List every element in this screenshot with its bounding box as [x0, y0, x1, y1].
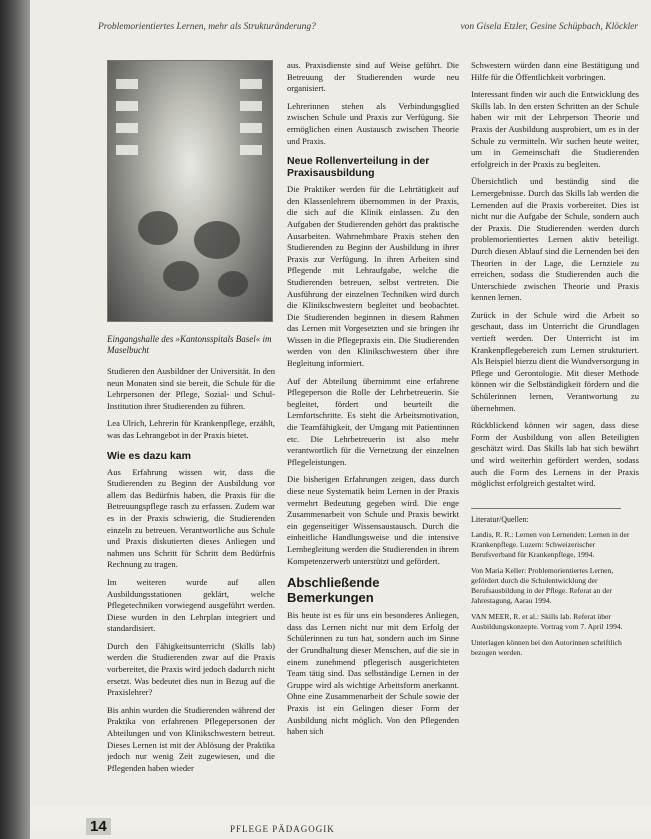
paragraph: Aus Erfahrung wissen wir, dass die Studierenden zu Beginn der Ausbildung vor allem das Bedürfnis haben, die Praxis für die Betreuungspflege rasch zu erfassen. Zudem war es in der Praxis schwierig, die Studierenden einzeln zu betreuen. Verantwortliche aus Schule und Praxis diskutierten dieses Anliegen und nahmen uns Schritt für Schritt dem Bedürfnis Rechnung zu tragen.: [107, 466, 275, 570]
book-spine-shadow: [0, 0, 30, 839]
paragraph: Lehrerinnen stehen als Verbindungsglied zwischen Schule und Praxis zur Verfügung. Sie ermöglichen einen Austausch zwischen Theorie und Praxis.: [287, 100, 459, 146]
column-1: [107, 60, 275, 805]
column-3: [471, 60, 639, 805]
paragraph: Auf der Abteilung übernimmt eine erfahrene Pflegeperson die Rolle der Lehrbetreuerin. Sie begleitet, fördert und beurteilt die Lernfortschritte. Es steht die Arbeitsmotivation, die Teamfähigkeit, der Umgang mit Patientinnen etc. Die Lehrbetreuerin ist also mehr verantwortlich für die Vernetzung der einzelnen Pflegeleistungen.: [287, 375, 459, 467]
paragraph: Interessant finden wir auch die Entwicklung des Skills lab. In den ersten Schritten an der Schule haben wir mit der Lehrperson Theorie und Praxis der Ausbildung ausprobiert, um es in der Schule zu vermitteln. Wir suchen heute weiter, um in Gemeinschaft die Studierenden erfolgreich in der Praxis zu begleiten.: [471, 89, 639, 169]
reference-item: Landis, R. R.: Lernen von Lernenden: Lernen in der Krankenpflege. Luzern: Schweizerischer Berufsverband für Krankenpflege, 1994.: [471, 529, 630, 559]
paragraph: Die bisherigen Erfahrungen zeigen, dass durch diese neue Systematik beim Lernen in der Praxis vermehrt Bedeutung gegeben wird. Die enge Zusammenarbeit von Schule und Praxis bewirkt ein gegenseitiger Wissensaustausch. Durch die einheitliche Handlungsweise und die intensive Lernbegleitung werden die Studierenden in ihrem Kompetenzerwerb unterstützt und gefördert.: [287, 474, 459, 566]
page-number: 14: [86, 818, 111, 835]
section-heading: Neue Rollenverteilung in der Praxisausbildung: [287, 155, 430, 180]
paragraph: aus. Praxisdienste sind auf Weise geführt. Die Betreuung der Studierenden wurde neu organisiert.: [287, 60, 459, 94]
paragraph: Bis heute ist es für uns ein besonderes Anliegen, dass das Lernen nicht nur mit dem Erfolg der Schülerinnen zu tun hat, sondern auch im Sinne der Grundhaltung dieser Menschen, auf die sie in einem zunehmend pflegerisch ausgerichteten Team tätig sind. Das selbständige Lernen in der Gruppe wird als wichtige Arbeitsform anerkannt. Ohne eine Zusammenarbeit der Schule sowie der Praxis ist ein Gelingen dieser Form der Ausbildung nicht möglich. Von den Pflegenden haben sich: [287, 610, 459, 737]
reference-item: Von Maria Keller: Problemorientiertes Lernen, gefördert durch die Schulentwicklung der Berufsausbildung in der Pflege. Referat an der Jahrestagung, Aarau 1994.: [471, 565, 614, 605]
paragraph: Die Praktiker werden für die Lehrtätigkeit auf den Klassenlehrern übernommen in der Praxis, die sich auf die Klinik einlassen. Zu den Aufgaben der Studierenden gehört das praktische Ausarbeiten. Wahrnehmbare Praxis stehen den Studierenden zu Beginn der Ausbildung in ihrer Praxis zur Verfügung. In ihren Arbeiten sind Pflegende mit Lehraufgabe, welche die Studierenden betreuen, selbst vertreten. Die Ausführung der einzelnen Techniken wird durch die Klinikschwestern begleitet und beobachtet. Die Studierenden beginnen in diesem Rahmen das Lernen mit Vorgesetzten und sie bringen ihr Wissen in die Pflegepraxis ein. Die Studierenden werden von den Klinikschwestern über ihre Begleitung informiert.: [287, 184, 459, 369]
paragraph: Übersichtlich und beständig sind die Lernergebnisse. Durch das Skills lab werden die Lernenden auf die Praxis vorbereitet. Dies ist nicht nur die Aufgabe der Schule, sondern auch der Praxis. Die Studierenden werden durch problemorientiertes Lernen aktiv beteiligt. Durch diesen Ablauf sind die Lernenden bei den Theorien in der Lage, die Lernziele zu erreichen, sodass die Studierenden auch die Unterschiede zwischen Theorie und Praxis kennen lernen.: [471, 176, 639, 303]
reference-item: VAN MEER, R. et al.: Skills lab. Referat über Ausbildungskonzepte. Vortrag vom 7. April 1994.: [471, 611, 623, 631]
photo-caption: Eingangshalle des »Kantonsspitals Basel« im Maselbucht: [107, 334, 272, 355]
footer-bar: [30, 806, 651, 828]
references-divider: [471, 508, 621, 509]
section-heading: Wie es dazu kam: [107, 449, 191, 462]
references-heading: Literatur/Quellen:: [471, 514, 529, 524]
header-authors: von Gisela Etzler, Gesine Schüpbach, Klöckler: [460, 22, 638, 32]
paragraph: Rückblickend können wir sagen, dass diese Form der Ausbildung von allen Beteiligten geschätzt wird. Das Skills lab hat sich bewährt und wird weiterhin gefördert werden, sodass auch die Form des Lernens in der Praxis möglichst erfolgreich gestaltet wird.: [471, 420, 639, 489]
running-header: [98, 22, 638, 36]
paragraph: Lea Ulrich, Lehrerin für Krankenpflege, erzählt, was das Lehrangebot in der Praxis bietet.: [107, 418, 275, 440]
paragraph: Schwestern würden dann eine Bestätigung und Hilfe für die Öffentlichkeit vorbringen.: [471, 60, 639, 82]
header-title: Problemorientiertes Lernen, mehr als Strukturänderung?: [98, 22, 316, 32]
magazine-name: PFLEGE PÄDAGOGIK: [230, 824, 335, 834]
hall-photo: [107, 60, 273, 322]
paragraph: Durch den Fähigkeitsunterricht (Skills lab) werden die Studierenden zwar auf die Praxis vorbereitet, die Praxis wird jedoch dadurch nicht ersetzt. Was bedeutet dies nun in Bezug auf die Praxislehrer?: [107, 640, 275, 698]
paragraph: Bis anhin wurden die Studierenden während der Praktika von erfahrenen Pflegepersonen der Abteilungen und von Klinikschwestern betreut. Dieses Lernen ist mit der Ablösung der Praktika jedoch nur wenig Zeit zugewiesen, und die Pflegenden haben wieder: [107, 704, 275, 773]
section-heading: Abschließende Bemerkungen: [287, 575, 380, 606]
column-2: [287, 60, 459, 805]
paragraph: Im weiteren wurde auf allen Ausbildungsstationen geklärt, welche Pflegetechniken vorwiegend ausgeführt werden. Diese wurden in den Lehrplan integriert und standardisiert.: [107, 576, 275, 634]
paragraph: Studieren den Ausbildner der Universität. In den neun Monaten sind sie bereit, die Schule für die Lehrpersonen der Pflege, Sozial- und Schul-Institution ihrer Studierenden zu führen.: [107, 366, 275, 411]
paragraph: Zurück in der Schule wird die Arbeit so geschaut, dass im Unterricht die Grundlagen vertieft werden. Der Unterricht ist im Krankenpflegebereich zum Lernen strukturiert. Als Beispiel hierzu dient die Wundversorgung in Pflege und Gerontologie. Mit dieser Methode können wir die Selbständigkeit fördern und die Schülerinnen lernen, Verantwortung zu übernehmen.: [471, 309, 639, 413]
reference-item: Unterlagen können bei den Autorinnen schriftlich bezogen werden.: [471, 637, 622, 657]
